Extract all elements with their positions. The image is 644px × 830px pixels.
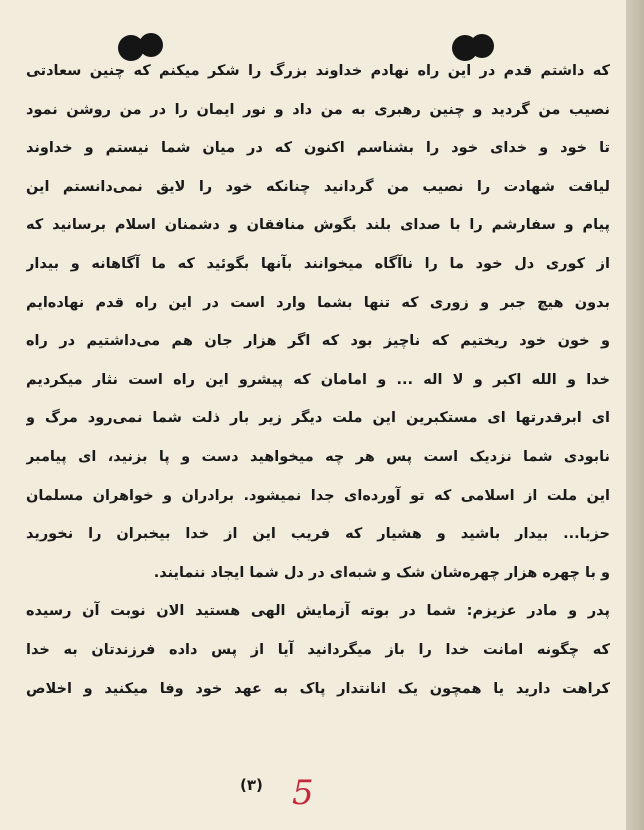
text-line: بدون هیچ جبر و زوری که تنها بشما وارد است در این راه قدم نهاده‌ایم: [26, 294, 610, 311]
text-line: و خون خود ریختیم که ناچیز بود که اگر هزار جان هم می‌داشتیم در راه: [26, 333, 610, 350]
text-line: که داشتم قدم در این راه نهادم خداوند بزرگ را شکر میکنم که چنین سعادتی: [26, 63, 610, 79]
text-line: پیام و سفارشم را با صدای بلند بگوش منافقان و دشمنان اسلام برسانید که: [26, 217, 610, 234]
text-line: که چگونه امانت خدا را باز میگردانید آیا از پس داده فرزندتان به خدا: [26, 641, 610, 658]
text-line: و با چهره هزار چهره‌شان شک و شبه‌ای در دل شما ایجاد ننمایند.: [153, 564, 610, 581]
page-number: (٣): [240, 776, 263, 794]
text-line: خدا و الله اکبر و لا اله ... و امامان که پیشرو این راه است نثار میکردیم: [26, 371, 610, 388]
text-line: حزبا... بیدار باشید و هشیار که فریب این از خدا بیخبران را نخورید: [26, 526, 610, 543]
text-line: از کوری دل خود ما را ناآگاه میخوانند بآنها بگوئید که ما آگاهانه و بیدار: [26, 255, 610, 272]
handwritten-number-text: 5: [292, 773, 314, 812]
handwritten-page-number: [286, 772, 320, 812]
text-line: این ملت از اسلامی که تو آورده‌ای جدا نمیشود. برادران و خواهران مسلمان: [26, 487, 610, 504]
text-line: ای ابرقدرتها ای مستکبرین این ملت دیگر زیر بار ذلت شما نمی‌رود مرگ و: [26, 410, 610, 427]
text-line: تا خود و خدای خود را بشناسم اکنون که در میان شما نیستم و خداوند: [26, 140, 610, 157]
body-text: [26, 52, 610, 708]
text-line: لیاقت شهادت را نصیب من گردانید چنانکه خود را لایق نمی‌دانستم این: [26, 178, 610, 195]
text-line: نابودی شما نزدیک است پس هر چه میخواهید دست و پا بزنید، ای پیامبر: [26, 448, 610, 465]
text-line: پدر و مادر عزیزم: شما در بوته آزمایش الهی هستید الان نوبت آن رسیده: [26, 603, 610, 620]
text-line: نصیب من گردید و چنین رهبری به من داد و نور ایمان را در من روشن نمود: [26, 101, 610, 118]
page-edge: [628, 0, 644, 830]
text-line: کراهت دارید یا همچون یک انانتدار پاک به عهد خود وفا میکنید و اخلاص: [26, 680, 610, 697]
